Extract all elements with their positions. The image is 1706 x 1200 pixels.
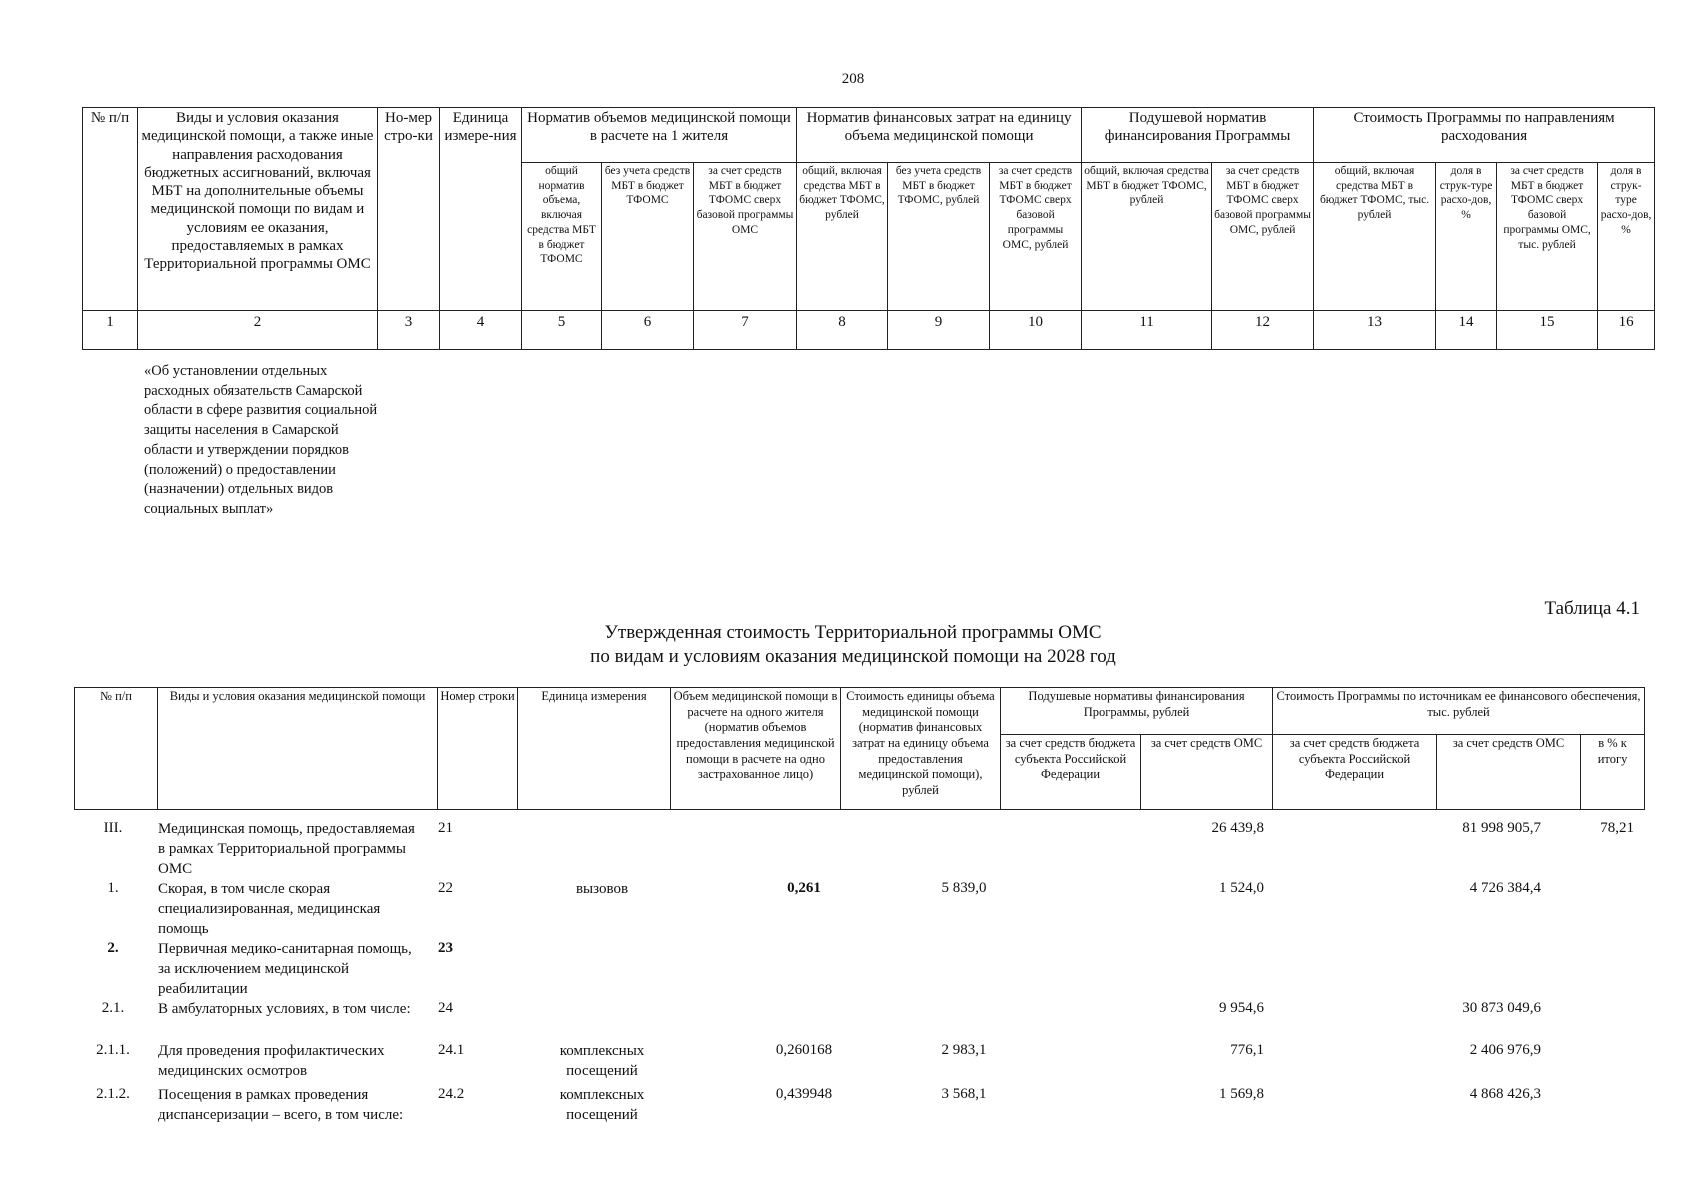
header-line: Но-мер стро-ки [378,108,440,311]
row-program-oms: 4 868 426,3 [1469,1086,1541,1102]
column-number: 5 [522,311,602,350]
subheader: общий, включая средства МБТ в бюджет ТФОМС, тыс. рублей [1314,163,1436,311]
cost-table-header [74,687,1645,810]
column-number: 16 [1598,311,1655,350]
row-cost: 5 839,0 [941,880,987,896]
row-line: 21 [438,820,453,836]
row-program-oms: 30 873 049,6 [1462,1000,1541,1016]
row-percapita-oms: 1 524,0 [1219,880,1264,896]
law-reference-note: «Об установлении отдельных расходных обязательств Самарской области в сфере развития социальной защиты населения в Самарской области и утверждении порядков (положений) о предоставлении (назначении) отдельных видов социальных выплат» [144,363,378,518]
row-line: 24.1 [438,1042,465,1058]
row-name: Медицинская помощь, предоставляемая в рамках Территориальной программы ОМС [158,821,415,877]
row-percapita-oms: 776,1 [1230,1042,1264,1058]
previous-table-header [82,107,1655,350]
column-number: 11 [1082,311,1212,350]
subheader: общий норматив объема, включая средства МБТ в бюджет ТФОМС [522,163,602,311]
subheader: доля в струк-туре расхо-дов, % [1598,163,1655,311]
column-number: 6 [602,311,694,350]
row-name: В амбулаторных условиях, в том числе: [158,1001,411,1017]
header-program-subject: за счет средств бюджета субъекта Российской Федерации [1273,735,1437,810]
header-unit: Единица измерения [518,688,671,810]
header-percapita: Подушевые нормативы финансирования Программы, рублей [1001,688,1273,735]
header-percapita-oms: за счет средств ОМС [1141,735,1273,810]
header-unit: Единица измере-ния [440,108,522,311]
header-group-percapita: Подушевой норматив финансирования Программы [1082,108,1314,163]
row-volume: 0,261 [787,880,821,896]
column-number: 10 [990,311,1082,350]
column-number: 1 [83,311,138,350]
header-line: Номер строки [438,688,518,810]
row-percapita-oms: 1 569,8 [1219,1086,1264,1102]
subheader: за счет средств МБТ в бюджет ТФОМС сверх базовой программы ОМС, тыс. рублей [1497,163,1598,311]
row-percapita-oms: 9 954,6 [1219,1000,1264,1016]
column-number: 12 [1212,311,1314,350]
row-cost: 3 568,1 [941,1086,987,1102]
row-number: 2. [107,940,119,956]
header-num: № п/п [83,108,138,311]
row-name: Посещения в рамках проведения диспансеризации – всего, в том числе: [158,1087,404,1123]
column-number: 14 [1436,311,1497,350]
subheader: общий, включая средства МБТ в бюджет ТФОМС, рублей [1082,163,1212,311]
row-unit: комплексных посещений [559,1087,645,1123]
row-unit: комплексных посещений [559,1043,645,1079]
column-number: 13 [1314,311,1436,350]
header-group-program: Стоимость Программы по направлениям расходования [1314,108,1655,163]
row-program-oms: 2 406 976,9 [1469,1042,1541,1058]
row-percapita-oms: 26 439,8 [1211,820,1264,836]
page-number: 208 [841,71,865,87]
column-number: 9 [888,311,990,350]
header-group-volume: Норматив объемов медицинской помощи в расчете на 1 жителя [522,108,797,163]
subheader: за счет средств МБТ в бюджет ТФОМС сверх базовой программы ОМС [694,163,797,311]
header-group-cost: Норматив финансовых затрат на единицу объема медицинской помощи [797,108,1082,163]
header-kind: Виды и условия оказания медицинской помощи [158,688,438,810]
subheader: без учета средств МБТ в бюджет ТФОМС, рублей [888,163,990,311]
subheader: общий, включая средства МБТ в бюджет ТФОМС, рублей [797,163,888,311]
subheader: доля в струк-туре расхо-дов, % [1436,163,1497,311]
row-program-oms: 4 726 384,4 [1469,880,1541,896]
subheader: за счет средств МБТ в бюджет ТФОМС сверх базовой программы ОМС, рублей [990,163,1082,311]
row-name: Скорая, в том числе скорая специализированная, медицинская помощь [158,881,381,937]
subheader: за счет средств МБТ в бюджет ТФОМС сверх базовой программы ОМС, рублей [1212,163,1314,311]
row-line: 24 [438,1000,453,1016]
row-unit: вызовов [575,881,629,897]
column-number: 4 [440,311,522,350]
table-title-line2: по видам и условиям оказания медицинской помощи на 2028 год [590,646,1116,667]
header-kind: Виды и условия оказания медицинской помощи, а также иные направления расходования бюджетных ассигнований, включая МБТ на дополнительные объемы медицинской помощи по видам и условиям ее оказания, предоставляемых в рамках Территориальной программы ОМС [138,108,378,311]
row-volume: 0,260168 [775,1042,833,1058]
row-number: III. [103,820,123,836]
row-line: 22 [438,880,453,896]
column-number: 8 [797,311,888,350]
header-program-percent: в % к итогу [1581,735,1645,810]
row-name: Для проведения профилактических медицинских осмотров [158,1043,385,1079]
row-name: Первичная медико-санитарная помощь, за исключением медицинской реабилитации [158,941,412,997]
row-cost: 2 983,1 [941,1042,987,1058]
row-percent: 78,21 [1600,820,1634,836]
table-label: Таблица 4.1 [1544,598,1640,619]
column-number: 7 [694,311,797,350]
column-number: 15 [1497,311,1598,350]
row-program-oms: 81 998 905,7 [1462,820,1541,836]
header-percapita-subject: за счет средств бюджета субъекта Российской Федерации [1001,735,1141,810]
row-number: 2.1.2. [96,1086,130,1102]
row-number: 2.1.1. [96,1042,130,1058]
subheader: без учета средств МБТ в бюджет ТФОМС [602,163,694,311]
row-number: 2.1. [101,1000,125,1016]
row-line: 23 [438,940,453,956]
header-cost: Стоимость единицы объема медицинской помощи (норматив финансовых затрат на единицу объема предоставления медицинской помощи), рублей [841,688,1001,810]
header-num: № п/п [75,688,158,810]
header-program-oms: за счет средств ОМС [1437,735,1581,810]
row-line: 24.2 [438,1086,465,1102]
row-number: 1. [107,880,119,896]
header-program: Стоимость Программы по источникам ее финансового обеспечения, тыс. рублей [1273,688,1645,735]
header-volume: Объем медицинской помощи в расчете на одного жителя (норматив объемов предоставления медицинской помощи в расчете на одно застрахованное лицо) [671,688,841,810]
column-number: 3 [378,311,440,350]
column-number: 2 [138,311,378,350]
table-title-line1: Утвержденная стоимость Территориальной программы ОМС [604,622,1102,643]
row-volume: 0,439948 [775,1086,833,1102]
